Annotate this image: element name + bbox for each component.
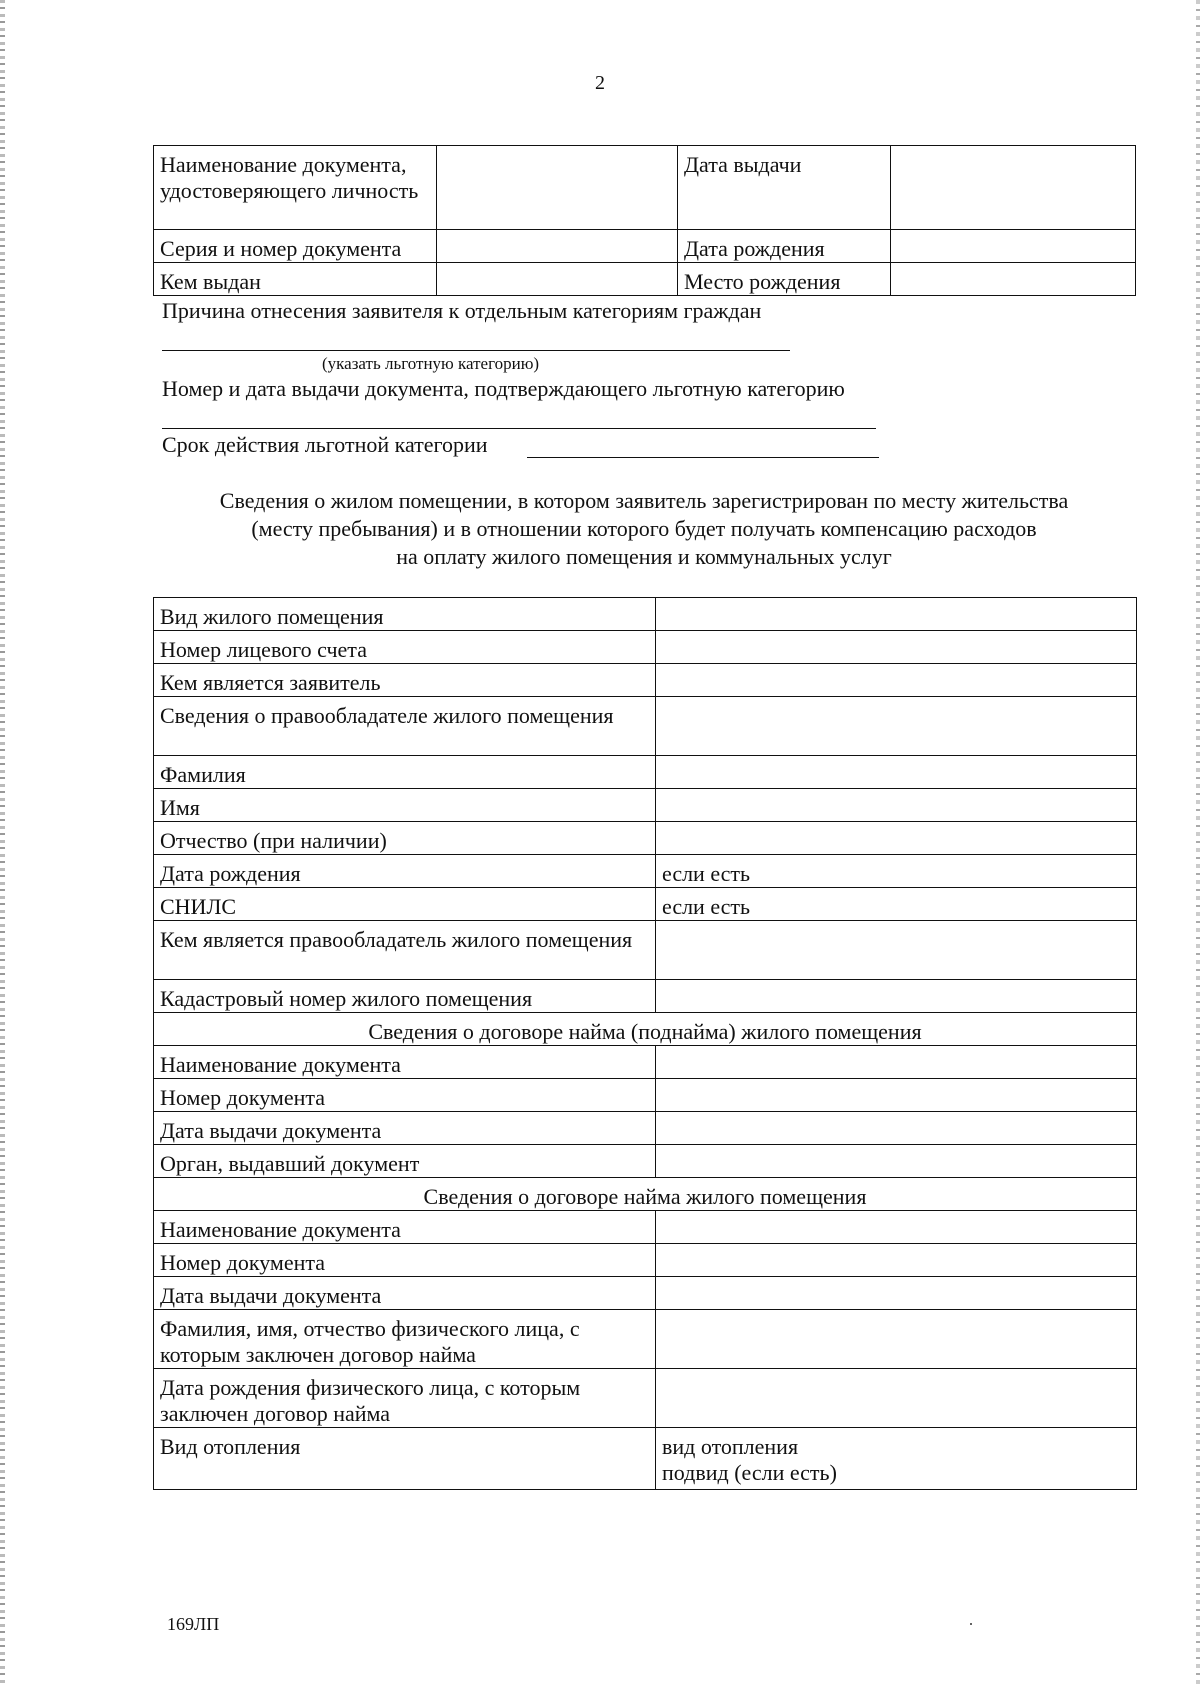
category-validity-input-line[interactable] (527, 457, 879, 458)
owner-surname-label: Фамилия (154, 756, 656, 789)
table-row (154, 789, 1137, 822)
scan-edge-left (0, 0, 5, 1686)
lease-doc-date-field[interactable] (656, 1277, 1137, 1310)
table-row (154, 1013, 1137, 1046)
table-row (154, 1112, 1137, 1145)
birth-date-field[interactable] (891, 230, 1136, 263)
page-number: 2 (595, 72, 605, 94)
category-reason-hint: (указать льготную категорию) (322, 354, 540, 373)
identity-document-table (153, 145, 1136, 296)
table-row (154, 263, 1136, 296)
owner-name-label: Имя (154, 789, 656, 822)
applicant-role-field[interactable] (656, 664, 1137, 697)
issue-date-label: Дата выдачи (678, 146, 891, 230)
issued-by-label: Кем выдан (154, 263, 437, 296)
heating-type-hint: вид отопления (662, 1434, 799, 1459)
identity-doc-name-label: Наименование документа, удостоверяющего личность (154, 146, 437, 230)
category-reason-label: Причина отнесения заявителя к отдельным категориям граждан (162, 298, 762, 323)
owner-snils-field[interactable]: если есть (656, 888, 1137, 921)
tenant-fullname-label: Фамилия, имя, отчество физического лица, с которым заключен договор найма (154, 1310, 656, 1369)
lease-doc-date-label: Дата выдачи документа (154, 1277, 656, 1310)
housing-type-label: Вид жилого помещения (154, 598, 656, 631)
owner-role-field[interactable] (656, 921, 1137, 980)
table-row (154, 1079, 1137, 1112)
owner-surname-field[interactable] (656, 756, 1137, 789)
heating-type-field[interactable] (656, 1428, 1137, 1490)
sublease-doc-issuer-field[interactable] (656, 1145, 1137, 1178)
owner-snils-label: СНИЛС (154, 888, 656, 921)
series-number-field[interactable] (437, 230, 678, 263)
cadastral-number-label: Кадастровый номер жилого помещения (154, 980, 656, 1013)
table-row (154, 822, 1137, 855)
sublease-doc-number-field[interactable] (656, 1079, 1137, 1112)
issued-by-field[interactable] (437, 263, 678, 296)
table-row (154, 1369, 1137, 1428)
issue-date-field[interactable] (891, 146, 1136, 230)
scan-edge-right (1196, 0, 1200, 1686)
sublease-doc-date-field[interactable] (656, 1112, 1137, 1145)
housing-type-field[interactable] (656, 598, 1137, 631)
lease-doc-number-field[interactable] (656, 1244, 1137, 1277)
housing-heading-line: Сведения о жилом помещении, в котором заявитель зарегистрирован по месту жительства (219, 488, 1069, 513)
owner-role-label: Кем является правообладатель жилого помещения (154, 921, 656, 980)
housing-section-heading (153, 487, 1135, 571)
table-row (154, 1428, 1137, 1490)
table-row (154, 1211, 1137, 1244)
housing-heading-line: на оплату жилого помещения и коммунальных услуг (396, 544, 892, 569)
table-row (154, 1277, 1137, 1310)
owner-info-field[interactable] (656, 697, 1137, 756)
table-row (154, 230, 1136, 263)
sublease-doc-name-field[interactable] (656, 1046, 1137, 1079)
table-row (154, 1310, 1137, 1369)
table-row (154, 697, 1137, 756)
heating-subtype-hint: подвид (если есть) (662, 1460, 837, 1485)
owner-name-field[interactable] (656, 789, 1137, 822)
sublease-doc-name-label: Наименование документа (154, 1046, 656, 1079)
applicant-role-label: Кем является заявитель (154, 664, 656, 697)
tenant-fullname-field[interactable] (656, 1310, 1137, 1369)
lease-section-title: Сведения о договоре найма жилого помещения (154, 1178, 1137, 1211)
owner-patronymic-label: Отчество (при наличии) (154, 822, 656, 855)
table-row (154, 855, 1137, 888)
identity-doc-name-field[interactable] (437, 146, 678, 230)
table-row (154, 598, 1137, 631)
lease-doc-number-label: Номер документа (154, 1244, 656, 1277)
cadastral-number-field[interactable] (656, 980, 1137, 1013)
table-row (154, 1145, 1137, 1178)
table-row (154, 1178, 1137, 1211)
account-number-field[interactable] (656, 631, 1137, 664)
category-document-label: Номер и дата выдачи документа, подтверждающего льготную категорию (162, 376, 845, 401)
table-row (154, 146, 1136, 230)
birth-date-label: Дата рождения (678, 230, 891, 263)
footer-document-code: 169ЛП (167, 1614, 220, 1634)
birth-place-label: Место рождения (678, 263, 891, 296)
series-number-label: Серия и номер документа (154, 230, 437, 263)
category-reason-input-line[interactable] (162, 350, 790, 351)
scan-speck (970, 1623, 972, 1625)
lease-doc-name-field[interactable] (656, 1211, 1137, 1244)
heating-type-label: Вид отопления (154, 1428, 656, 1490)
housing-heading-line: (месту пребывания) и в отношении которого будет получать компенсацию расходов (251, 516, 1037, 541)
sublease-doc-number-label: Номер документа (154, 1079, 656, 1112)
owner-info-label: Сведения о правообладателе жилого помещения (154, 697, 656, 756)
owner-birth-date-label: Дата рождения (154, 855, 656, 888)
sublease-doc-date-label: Дата выдачи документа (154, 1112, 656, 1145)
owner-birth-date-field[interactable]: если есть (656, 855, 1137, 888)
tenant-birth-date-label: Дата рождения физического лица, с которым заключен договор найма (154, 1369, 656, 1428)
category-validity-label: Срок действия льготной категории (162, 432, 488, 457)
table-row (154, 888, 1137, 921)
category-document-input-line[interactable] (162, 428, 876, 429)
table-row (154, 664, 1137, 697)
table-row (154, 1046, 1137, 1079)
table-row (154, 1244, 1137, 1277)
sublease-doc-issuer-label: Орган, выдавший документ (154, 1145, 656, 1178)
tenant-birth-date-field[interactable] (656, 1369, 1137, 1428)
lease-doc-name-label: Наименование документа (154, 1211, 656, 1244)
table-row (154, 921, 1137, 980)
account-number-label: Номер лицевого счета (154, 631, 656, 664)
table-row (154, 980, 1137, 1013)
housing-info-table (153, 597, 1137, 1490)
table-row (154, 756, 1137, 789)
table-row (154, 631, 1137, 664)
birth-place-field[interactable] (891, 263, 1136, 296)
owner-patronymic-field[interactable] (656, 822, 1137, 855)
sublease-section-title: Сведения о договоре найма (поднайма) жилого помещения (154, 1013, 1137, 1046)
